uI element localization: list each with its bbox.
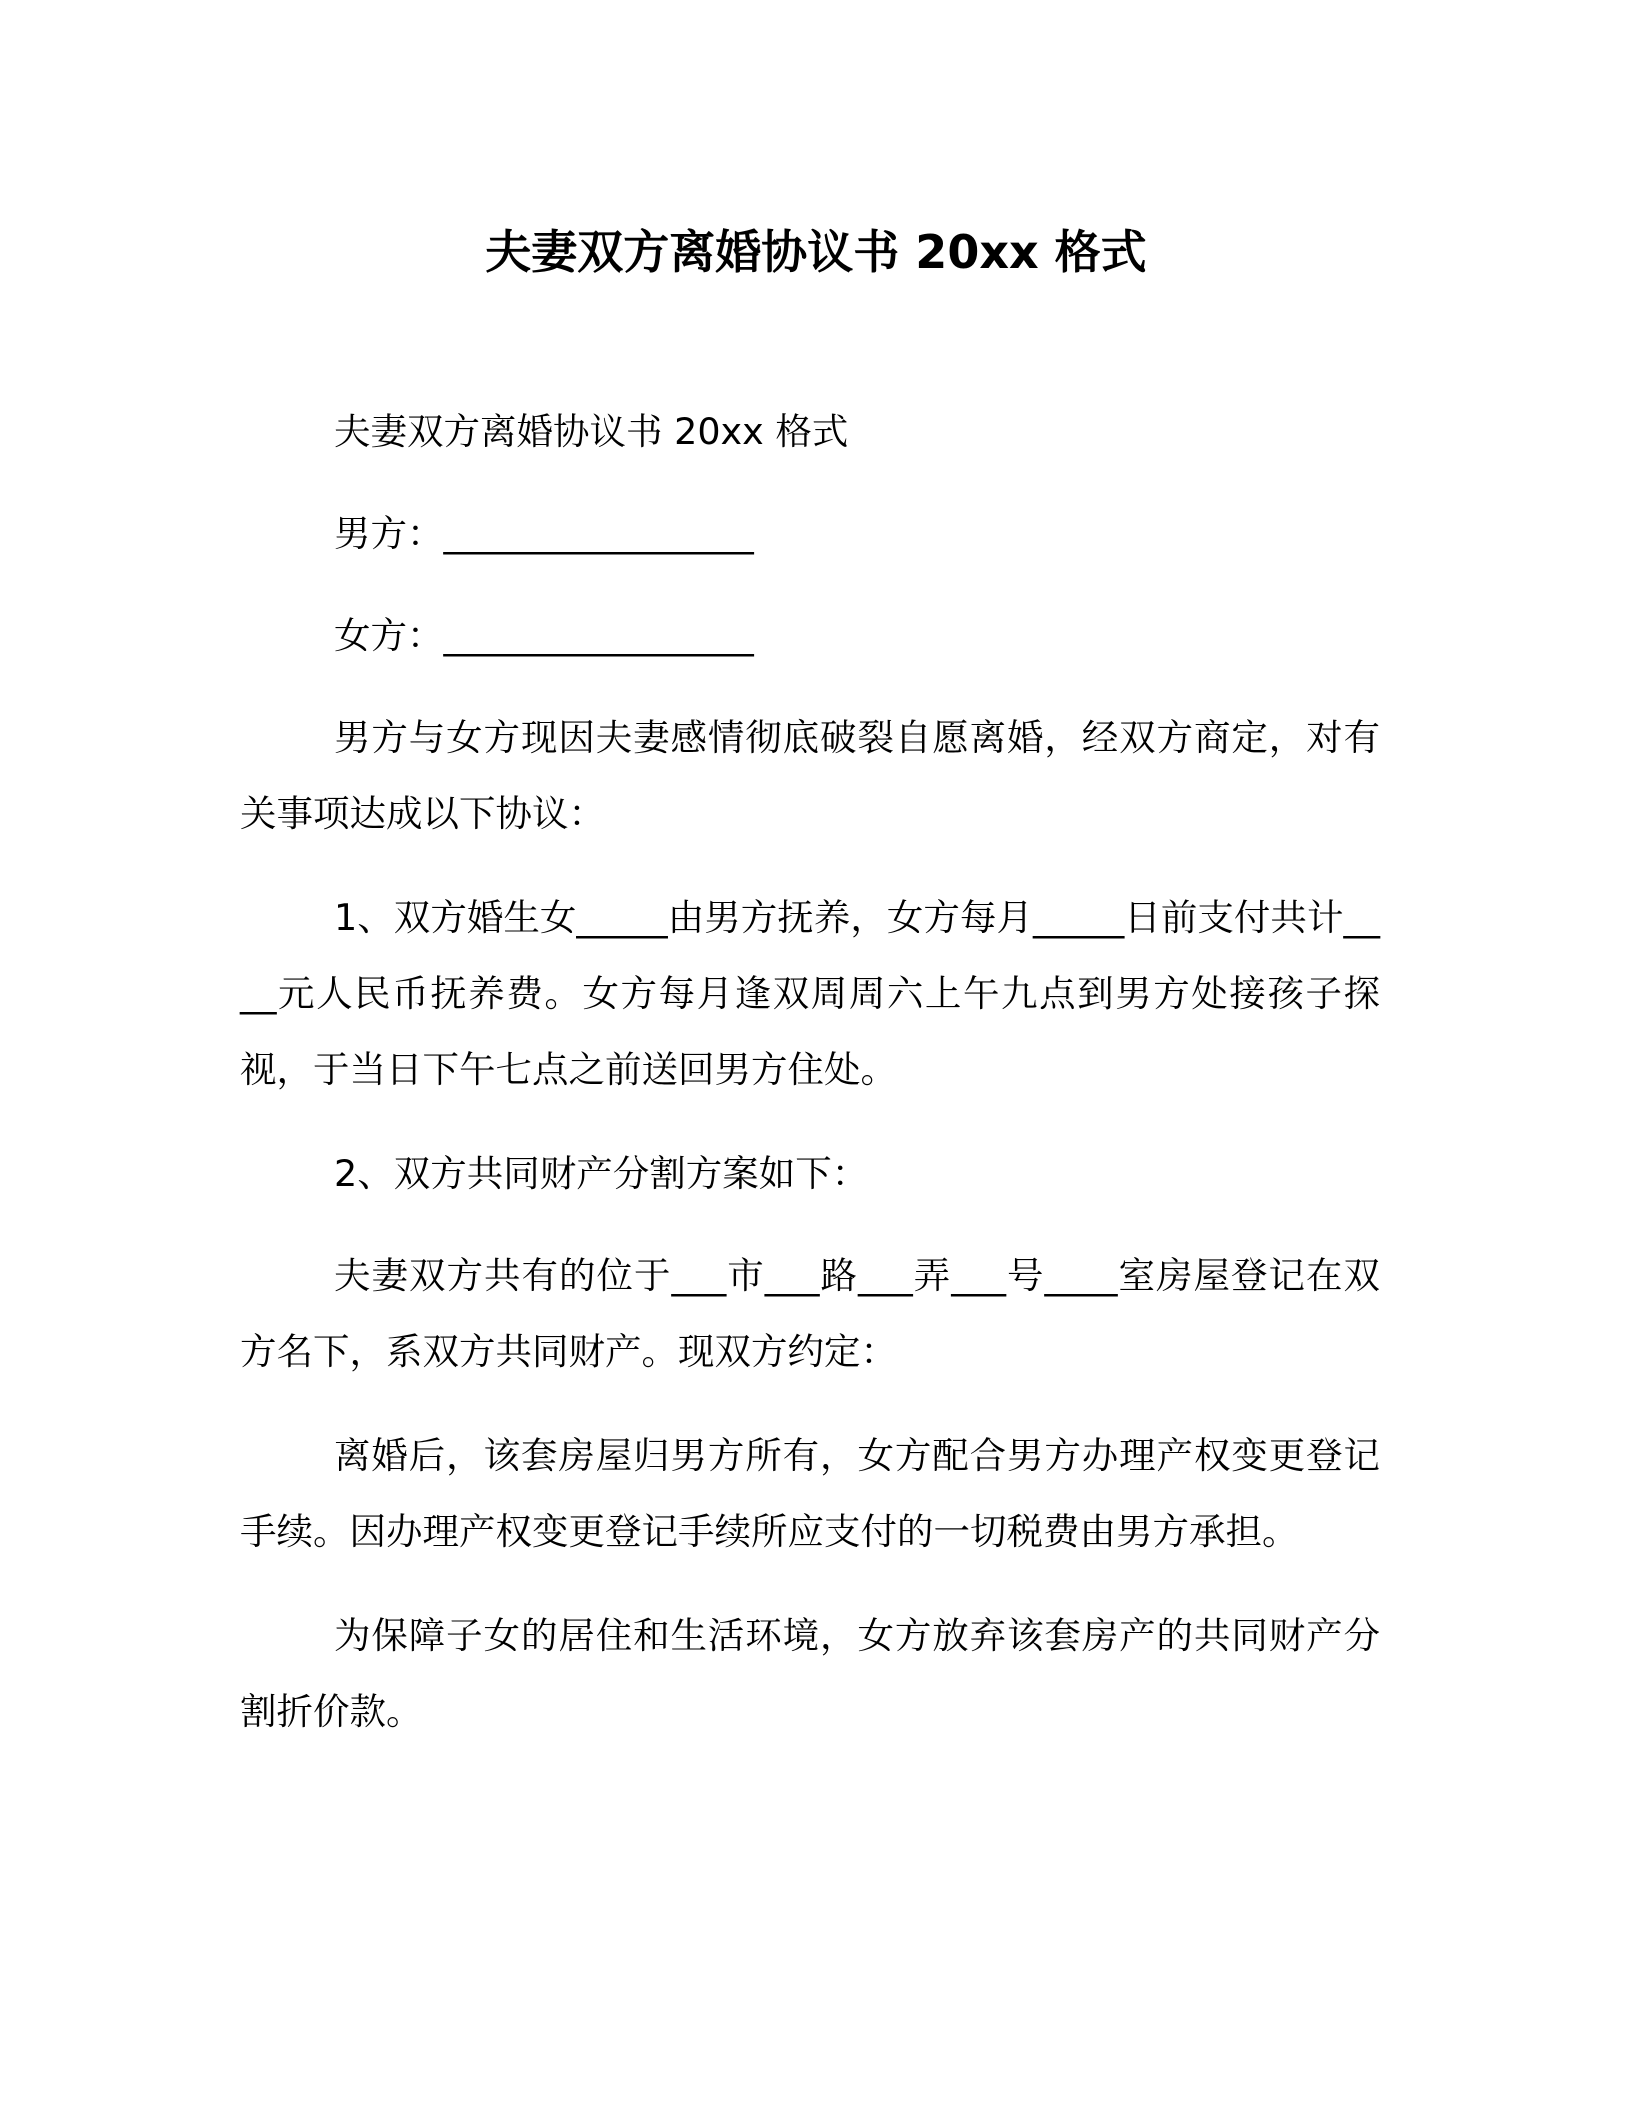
paragraph-intro: 男方与女方现因夫妻感情彻底破裂自愿离婚，经双方商定，对有关事项达成以下协议： — [240, 716, 1380, 835]
document-title: 夫妻双方离婚协议书 20xx 格式 — [485, 225, 1147, 279]
paragraph-property: 夫妻双方共有的位于___市___路___弄___号____室房屋登记在双方名下，系双方共同财产。现双方约定： — [240, 1254, 1380, 1373]
paragraph-children: 为保障子女的居住和生活环境，女方放弃该套房产的共同财产分割折价款。 — [240, 1614, 1380, 1733]
document-body — [240, 394, 1380, 1778]
paragraph-male-party: 男方：_________________ — [334, 512, 754, 555]
paragraph-clause-2: 2、双方共同财产分割方案如下： — [334, 1152, 869, 1195]
paragraph-clause-1: 1、双方婚生女_____由男方抚养，女方每月_____日前支付共计____元人民币抚养费。女方每月逢双周周六上午九点到男方处接孩子探视，于当日下午七点之前送回男方住处。 — [240, 896, 1380, 1091]
paragraph-subtitle: 夫妻双方离婚协议书 20xx 格式 — [334, 410, 849, 453]
paragraph-female-party: 女方：_________________ — [334, 614, 754, 657]
paragraph-after-divorce: 离婚后，该套房屋归男方所有，女方配合男方办理产权变更登记手续。因办理产权变更登记手续所应支付的一切税费由男方承担。 — [240, 1434, 1380, 1553]
